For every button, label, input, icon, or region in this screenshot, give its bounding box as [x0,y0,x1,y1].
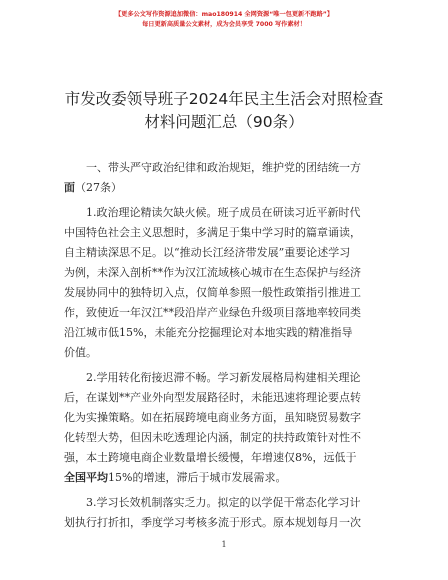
para2-line-last [64,468,394,488]
page-number: 1 [221,540,227,549]
section-heading-line1: 一、带头严守政治纪律和政治规矩，维护党的团结统一方 [86,161,361,174]
promo-banner-line2: 每日更新高质量公文素材，成为会员享受 7000 写作素材！ [142,21,306,28]
para1-line: 中国特色社会主义思想时，多满足于集中学习时的篇章诵读， [64,226,361,239]
para2-bold-prefix: 全国平均 [64,471,108,484]
section-heading-bold: 面 [64,181,75,194]
para1-line: 为例，未深入剖析**作为汉江流域核心城市在生态保护与经济 [64,266,361,279]
para2-line: 后，在谋划**产业外向型发展路径时，未能迅速将理论要点转 [64,391,361,404]
para2-line: 2.学用转化衔接迟滞不畅。学习新发展格局构建相关理论 [86,371,361,384]
para1-line: 作，致使近一年汉江**段沿岸产业绿色升级项目落地率较同类 [64,306,361,319]
document-title-line2: 材料问题汇总（90条） [144,113,304,131]
para2-line: 化转型大势，但因未吃透理论内涵，制定的扶持政策针对性不 [64,431,361,444]
section-heading-line2 [64,178,394,198]
para2-line: 强，本土跨境电商企业数量增长缓慢，年增速仅8%，远低于 [64,451,357,464]
promo-banner-line1: 【更多公文写作资源追加微信：mao180914 全网资源“唯一包更新不跑路”】 [114,11,334,18]
para1-line: 价值。 [64,346,97,359]
para3-line: 划执行打折扣，季度学习考核多流于形式。原本规划每月一次 [64,516,361,529]
para1-line: 1.政治理论精读欠缺火候。班子成员在研读习近平新时代 [86,206,361,219]
para1-line: 发展协同中的独特切入点，仅简单参照一般性政策指引推进工 [64,286,361,299]
para2-line-text: 15%的增速，滞后于城市发展需求。 [108,471,287,484]
para2-line: 化为实操策略。如在拓展跨境电商业务方面，虽知晓贸易数字 [64,411,361,424]
document-title-line1: 市发改委领导班子2024年民主生活会对照检查 [64,90,384,108]
para3-line: 3.学习长效机制落实乏力。拟定的以学促干常态化学习计 [86,496,361,509]
para1-line: 沿江城市低15%，未能充分挖掘理论对本地实践的精准指导 [64,326,353,339]
para1-line: 自主精读深思不足。以“推动长江经济带发展”重要论述学习 [64,246,351,259]
section-heading-count: （27条） [75,181,122,194]
